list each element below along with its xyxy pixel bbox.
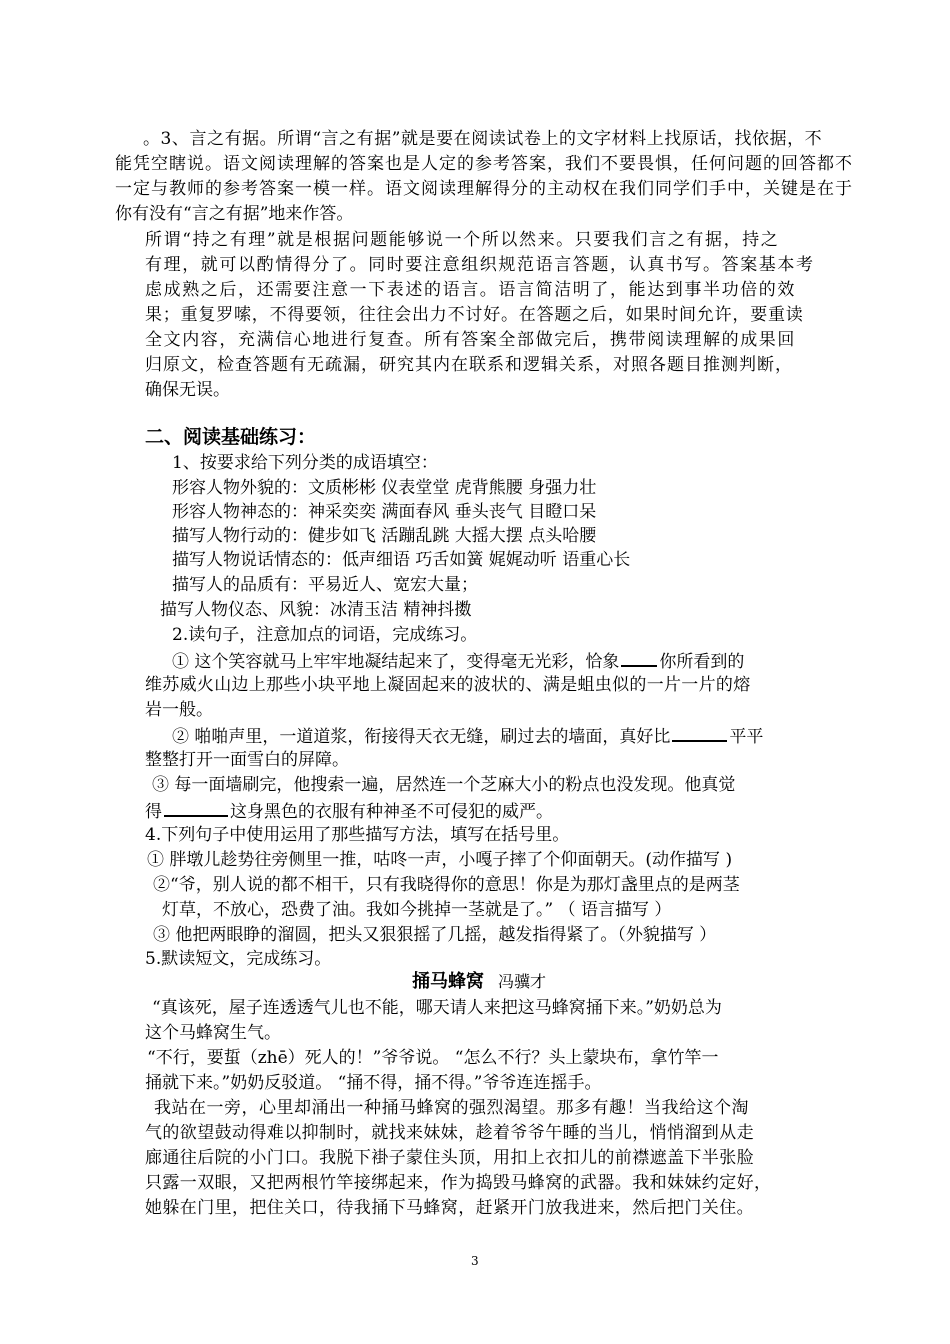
story-line-2: 这个马蜂窝生气。 — [145, 1023, 281, 1043]
q2-s1-line-2: 维苏威火山边上那些小块平地上凝固起来的波状的、满是蛆虫似的一片一片的熔 — [145, 675, 751, 695]
q1-title: 1、按要求给下列分类的成语填空： — [172, 453, 438, 473]
q1-line-demeanor: 描写人物仪态、风貌：冰清玉洁 精神抖擞 — [160, 600, 472, 620]
sec3-line-1: 。3、言之有据。所谓“言之有据”就是要在阅读试卷上的文字材料上找原话，找依据，不 — [143, 129, 823, 149]
q2-s1-line-3: 岩一般。 — [145, 700, 213, 720]
q2-s1-blank[interactable] — [621, 648, 657, 667]
q2-sentence-3: ③ 每一面墙刷完，他搜索一遍，居然连一个芝麻大小的粉点也没发现。他真觉 — [152, 775, 736, 795]
q2-s3-text-end: 这身黑色的衣服有种神圣不可侵犯的威严。 — [230, 802, 553, 822]
q2-s2-line-2: 整整打开一面雪白的屏障。 — [145, 750, 349, 770]
story-line-1: “真该死，屋子连透透气儿也不能，哪天请人来把这马蜂窝捅下来。”奶奶总为 — [152, 998, 722, 1018]
story-author: 冯骥才 — [498, 972, 547, 991]
para2-line-5: 全文内容，充满信心地进行复查。所有答案全部做完后，携带阅读理解的成果回 — [145, 330, 796, 350]
sec3-line-4: 你有没有“言之有据”地来作答。 — [115, 204, 354, 224]
q1-line-quality: 描写人的品质有：平易近人、宽宏大量； — [172, 575, 478, 595]
q5-title: 5.默读短文，完成练习。 — [145, 949, 332, 969]
q2-sentence-2 — [172, 723, 763, 749]
story-line-5: 我站在一旁，心里却涌出一种捅马蜂窝的强烈渴望。那多有趣！当我给这个淘 — [154, 1098, 749, 1118]
q1-line-action: 描写人物行动的：健步如飞 活蹦乱跳 大摇大摆 点头哈腰 — [172, 526, 597, 546]
story-line-6: 气的欲望鼓动得难以抑制时，就找来妹妹，趁着爷爷午睡的当儿，悄悄溜到从走 — [145, 1123, 754, 1143]
story-title-text: 捅马蜂窝 — [412, 971, 484, 992]
q4-item-1: ① 胖墩儿趁势往旁侧里一推，咕咚一声，小嘎子摔了个仰面朝天。(动作描写 ) — [147, 850, 733, 870]
q1-line-appearance: 形容人物外貌的：文质彬彬 仪表堂堂 虎背熊腰 身强力壮 — [172, 478, 597, 498]
q4-item-3: ③ 他把两眼睁的溜圆，把头又狠狠摇了几摇，越发指得紧了。（外貌描写 ） — [153, 925, 717, 945]
sec3-line-2: 能凭空瞎说。语文阅读理解的答案也是人定的参考答案，我们不要畏惧，任何问题的回答都不 — [115, 154, 853, 174]
q1-line-expression: 形容人物神态的：神采奕奕 满面春风 垂头丧气 目瞪口呆 — [172, 502, 597, 522]
story-line-3: “不行，要蜇（zhē）死人的！”爷爷说。 “怎么不行？头上蒙块布，拿竹竿一 — [147, 1048, 719, 1068]
story-line-7: 廊通往后院的小门口。我脱下褂子蒙住头顶，用扣上衣扣儿的前襟遮盖下半张脸 — [145, 1148, 754, 1168]
para2-line-1: 所谓“持之有理”就是根据问题能够说一个所以然来。只要我们言之有据，持之 — [145, 230, 780, 250]
q2-sentence-1 — [172, 648, 744, 674]
q2-s3-line-2 — [145, 798, 553, 824]
q2-title: 2.读句子，注意加点的词语，完成练习。 — [172, 625, 478, 645]
q2-s3-blank[interactable] — [164, 798, 228, 817]
para2-line-4: 果；重复罗嗦，不得要领，往往会出力不讨好。在答题之后，如果时间允许，要重读 — [145, 305, 804, 325]
para2-line-6: 归原文，检查答题有无疏漏，研究其内在联系和逻辑关系，对照各题目推测判断， — [145, 355, 793, 375]
sec3-line-3: 一定与教师的参考答案一模一样。语文阅读理解得分的主动权在我们同学们手中，关键是在于 — [115, 179, 853, 199]
story-title — [412, 970, 546, 994]
q2-s3-text: 得 — [145, 802, 162, 822]
story-line-4: 捅就下来。”奶奶反驳道。 “捅不得，捅不得。”爷爷连连摇手。 — [145, 1073, 602, 1093]
q4-title: 4.下列句子中使用运用了那些描写方法，填写在括号里。 — [145, 825, 570, 845]
q4-item-2-cont: 灯草，不放心，恐费了油。我如今挑掉一茎就是了。” （ 语言描写 ） — [162, 900, 672, 920]
section-heading: 二、阅读基础练习： — [145, 426, 317, 448]
q1-line-speech: 描写人物说话情态的：低声细语 巧舌如簧 娓娓动听 语重心长 — [172, 550, 631, 570]
story-line-9: 她躲在门里，把住关口，待我捅下马蜂窝，赶紧开门放我进来，然后把门关住。 — [145, 1198, 754, 1218]
q2-s2-text: ② 啪啪声里，一道道浆，衔接得天衣无缝，刷过去的墙面，真好比 — [172, 727, 671, 747]
q2-s1-text-end: 你所看到的 — [659, 652, 745, 672]
page-number: 3 — [471, 1254, 479, 1268]
para2-line-2: 有理，就可以酌情得分了。同时要注意组织规范语言答题，认真书写。答案基本考 — [145, 255, 815, 275]
q4-item-2: ②“爷，别人说的都不相干，只有我晓得你的意思！你是为那灯盏里点的是两茎 — [153, 875, 740, 895]
q2-s1-text: ① 这个笑容就马上牢牢地凝结起来了，变得毫无光彩，恰象 — [172, 652, 620, 672]
q2-s2-blank[interactable] — [672, 723, 727, 742]
q2-s2-text-end: 平平 — [729, 727, 764, 747]
para2-line-7: 确保无误。 — [145, 380, 230, 400]
para2-line-3: 虑成熟之后，还需要注意一下表述的语言。语言简洁明了，能达到事半功倍的效 — [145, 280, 796, 300]
story-line-8: 只露一双眼，又把两根竹竿接绑起来，作为捣毁马蜂窝的武器。我和妹妹约定好， — [145, 1173, 772, 1193]
